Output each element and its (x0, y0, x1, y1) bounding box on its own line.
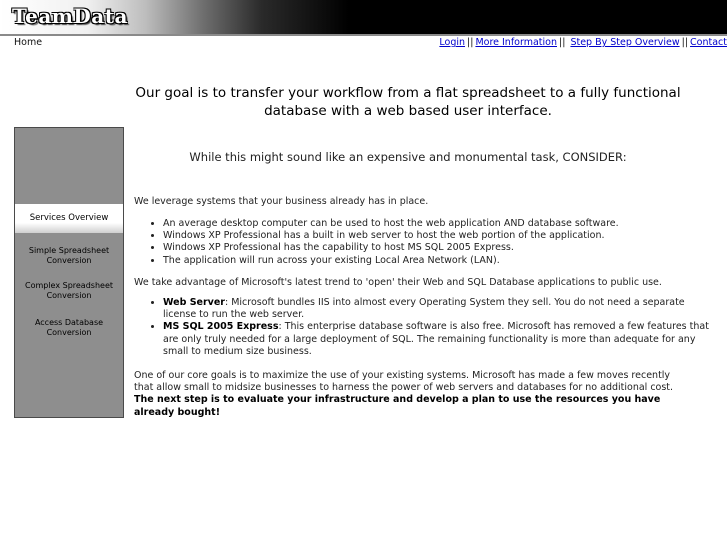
sidebar-item-simple-spreadsheet-conversion[interactable]: Simple Spreadsheet Conversion (28, 246, 110, 265)
link-separator: || (559, 37, 566, 48)
closing-text: One of our core goals is to maximize the use of your existing systems. Microsoft has made a few moves recently that allow small to midsize businesses to harness the power of web servers and databases for no additional cost. (134, 370, 674, 394)
benefits-list (134, 218, 713, 267)
home-label: Home (14, 37, 43, 48)
consider-statement: While this might sound like an expensive and monumental task, CONSIDER: (189, 150, 627, 164)
closing-bold-text: The next step is to evaluate your infrastructure and develop a plan to use the resources you have already bought! (134, 394, 661, 418)
link-separator: || (681, 37, 689, 48)
more-information-link[interactable]: More Information (475, 37, 557, 48)
list-item-text: : Microsoft bundles IIS into almost every Operating System they sell. You do not need a separate license to run the web server. (163, 297, 685, 321)
intro-paragraph: We leverage systems that your business already has in place. (134, 196, 429, 207)
top-navigation (0, 37, 727, 51)
list-item: • Windows XP Professional has a built in web server to host the web portion of the application. (163, 230, 713, 242)
list-item: • The application will run across your existing Local Area Network (LAN). (163, 255, 713, 267)
sidebar-header-block (15, 128, 123, 202)
goal-statement: Our goal is to transfer your workflow from a flat spreadsheet to a fully functional database with a web based user interface. (135, 85, 681, 119)
link-separator: || (467, 37, 474, 48)
site-logo[interactable]: TeamData (12, 4, 128, 28)
list-item: • Windows XP Professional has the capability to host MS SQL 2005 Express. (163, 242, 713, 254)
top-links (439, 37, 727, 48)
contact-link[interactable]: Contact (690, 37, 727, 48)
microsoft-offerings-list (134, 297, 713, 358)
header-divider (0, 34, 727, 36)
list-item (163, 297, 713, 321)
list-item-title: MS SQL 2005 Express (163, 321, 279, 333)
services-sidebar (14, 127, 124, 418)
step-by-step-overview-link[interactable]: Step By Step Overview (570, 37, 680, 48)
sidebar-item-complex-spreadsheet-conversion[interactable]: Complex Spreadsheet Conversion (24, 281, 114, 300)
list-item-title: Web Server (163, 297, 225, 308)
list-item-text: : This enterprise database software is also free. Microsoft has removed a few features that are only truly needed for a large deployment of SQL. The remaining functionality is more than adequate for any small to medium size business. (163, 321, 709, 357)
advantage-paragraph: We take advantage of Microsoft's latest trend to 'open' their Web and SQL Database applications to public use. (134, 277, 662, 288)
site-header (0, 0, 727, 34)
closing-paragraph (134, 370, 684, 419)
login-link[interactable]: Login (439, 37, 466, 48)
sidebar-item-access-database-conversion[interactable]: Access Database Conversion (34, 318, 104, 337)
sidebar-item-services-overview[interactable]: Services Overview (15, 204, 123, 233)
list-item (163, 321, 713, 358)
list-item: • An average desktop computer can be used to host the web application AND database software. (163, 218, 713, 230)
